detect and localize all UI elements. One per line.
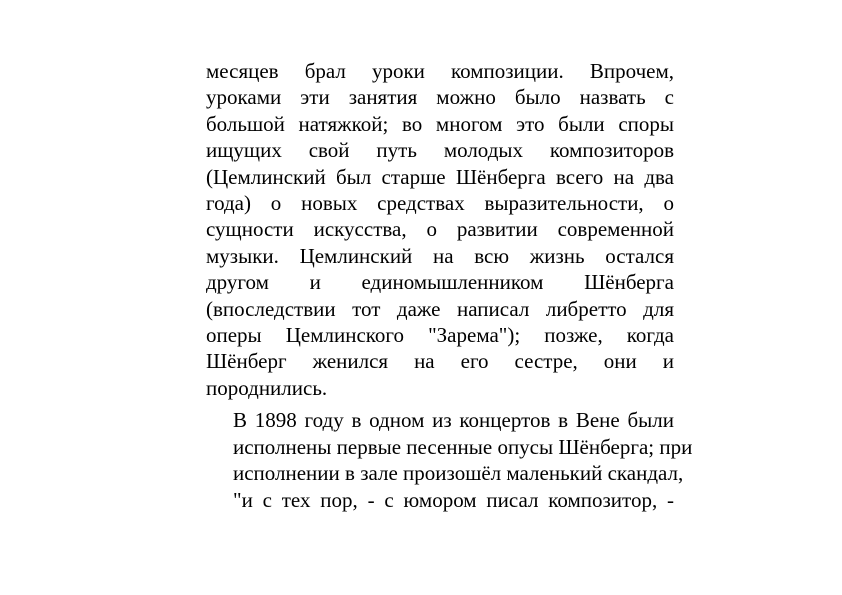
paragraph [206,58,674,401]
text-line: породнились. [206,375,328,400]
paragraph [206,407,693,513]
text-line: В 1898 году в одном из концертов в Вене были [233,408,674,433]
text-line: другом и единомышленником Шёнберга [206,270,674,295]
text-line: исполнении в зале произошёл маленький скандал, [233,461,684,486]
text-line: большой натяжкой; во многом это были споры [206,111,674,136]
text-line: музыки. Цемлинский на всю жизнь остался [206,243,674,268]
text-line: уроками эти занятия можно было назвать с [206,85,674,110]
text-line: "и с тех пор, - с юмором писал композитор, - [233,487,674,512]
text-line: ищущих свой путь молодых композиторов [206,138,674,163]
body-text [206,58,693,513]
text-line: оперы Цемлинского "Зарема"); позже, когда [206,323,674,348]
text-line: исполнены первые песенные опусы Шёнберга; при [233,434,693,459]
text-line: месяцев брал уроки композиции. Впрочем, [206,59,674,83]
text-line: (впоследствии тот даже написал либретто для [206,296,674,321]
text-line: (Цемлинский был старше Шёнберга всего на два [206,164,674,189]
text-line: Шёнберг женился на его сестре, они и [206,349,674,374]
text-line: года) о новых средствах выразительности, о [206,191,674,216]
text-line: сущности искусства, о развитии современной [206,217,674,242]
